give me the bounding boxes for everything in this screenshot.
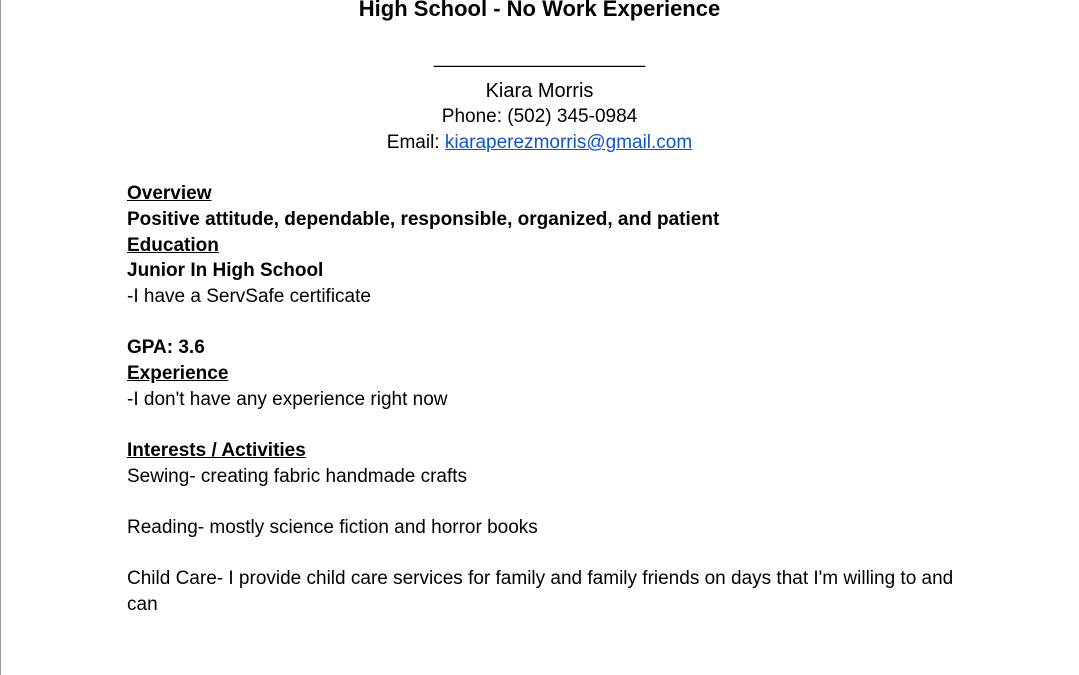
document-title: High School - No Work Experience (358, 0, 721, 21)
phone-line (0, 105, 1079, 129)
overview-heading: Overview (127, 183, 212, 204)
education-level: Junior In High School (127, 260, 324, 281)
interest-childcare: Child Care- I provide child care services for family and family friends on days that I'm willing to and can (127, 568, 954, 615)
candidate-name: Kiara Morris (485, 80, 594, 102)
email-link[interactable]: kiaraperezmorris@gmail.com (444, 132, 693, 153)
name-underline-rule: ____________________ (433, 47, 646, 68)
interests-heading: Interests / Activities (127, 440, 306, 461)
overview-text: Positive attitude, dependable, responsible, organized, and patient (127, 209, 720, 230)
interest-reading: Reading- mostly science fiction and horror books (127, 517, 538, 538)
email-line (0, 131, 1079, 155)
interest-sewing: Sewing- creating fabric handmade crafts (127, 466, 468, 487)
education-heading: Education (127, 235, 219, 256)
education-cert: -I have a ServSafe certificate (127, 286, 371, 307)
email-label: Email: (386, 132, 440, 153)
gpa-line: GPA: 3.6 (127, 337, 205, 358)
experience-text: -I don't have any experience right now (127, 389, 448, 410)
phone-label: Phone: (441, 106, 502, 127)
phone-value: (502) 345-0984 (507, 106, 638, 127)
experience-heading: Experience (127, 363, 229, 384)
